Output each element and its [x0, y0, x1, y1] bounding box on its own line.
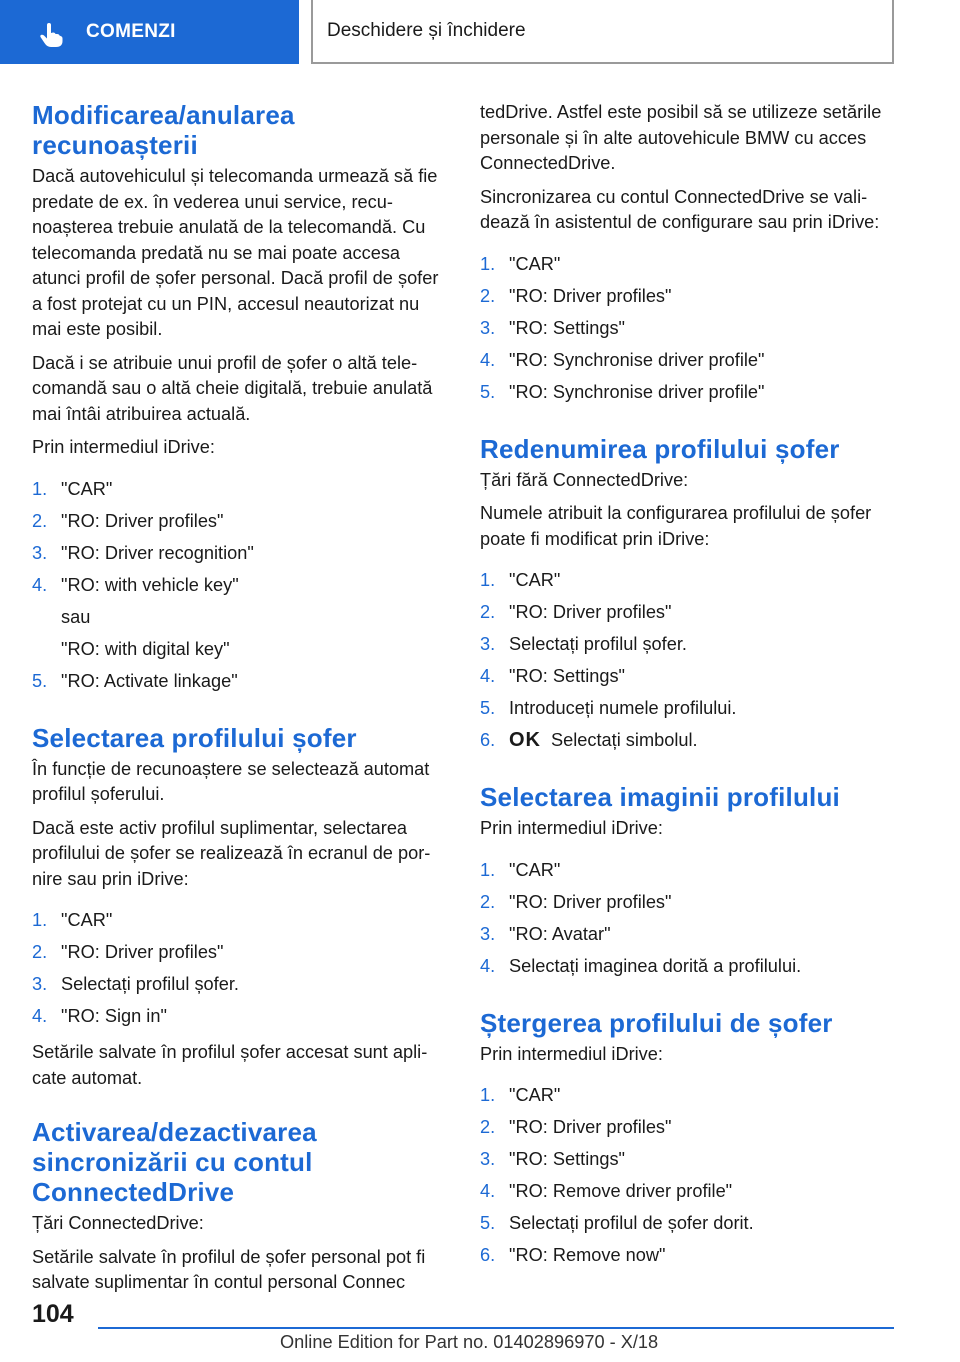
step-item: 4. Selectați imaginea dorită a profilului.	[480, 955, 802, 976]
section-title: Modificarea/anularea recunoașterii	[32, 100, 295, 160]
page-footer	[0, 1292, 960, 1362]
step-item: 3. Selectați profilul șofer.	[32, 974, 239, 994]
section-title: Activarea/dezactivarea sincronizării cu contul ConnectedDrive	[32, 1117, 317, 1207]
right-column	[480, 100, 898, 1279]
paragraph: Numele atribuit la configurarea profilului de șofer poate fi modificat prin iDrive:	[480, 503, 872, 549]
edition-text: Online Edition for Part no. 01402896970 - X/18	[280, 1332, 659, 1352]
step-item: 1. "CAR"	[32, 910, 113, 930]
step-item: 1. "CAR"	[480, 859, 561, 880]
step-item: 3. "RO: Avatar"	[480, 923, 611, 944]
step-item: 3. Selectați profilul șofer.	[480, 634, 687, 654]
chapter-tab[interactable]	[0, 0, 299, 64]
step-item: 6. OK Selectați simbolul.	[480, 724, 898, 756]
step-alternative-or: sau	[61, 606, 91, 627]
step-item: 4. "RO: Sign in"	[32, 1006, 167, 1026]
paragraph: În funcție de recunoaștere se selectează automat profilul șoferului.	[32, 758, 430, 804]
paragraph: Țări ConnectedDrive:	[32, 1213, 204, 1233]
step-item: 6. "RO: Remove now"	[480, 1245, 666, 1265]
step-item: 2. "RO: Driver profiles"	[480, 602, 672, 622]
step-list	[480, 248, 898, 408]
step-item: 2. "RO: Driver profiles"	[480, 285, 672, 306]
step-list	[32, 473, 450, 697]
section-tab[interactable]	[311, 0, 894, 64]
paragraph: Setările salvate în profilul de șofer personal pot fi salvate suplimentar în contul personal Connec	[32, 1246, 426, 1292]
step-alternative: "RO: with digital key"	[61, 638, 230, 659]
step-item: 1. "CAR"	[480, 570, 561, 590]
step-item: 5. "RO: Synchronise driver profile"	[480, 381, 765, 402]
ok-symbol-icon: OK	[509, 729, 541, 751]
step-item: 5. Introduceți numele profilului.	[480, 698, 737, 718]
step-list	[480, 854, 898, 982]
step-item: 3. "RO: Driver recognition"	[32, 542, 254, 563]
chapter-tab-label: COMENZI	[86, 21, 176, 42]
paragraph: Dacă autovehiculul și telecomanda urmează să fie predate de ex. în vederea unui service, recunoașterea trebuie anulată de la telecomandă. Cu telecomanda predată nu se mai poate accesa atunci profil de șofer personal. Dacă profil de șofer a fost protejat cu un PIN, accesul neautorizat nu mai este posibil.	[32, 166, 439, 339]
step-list	[480, 564, 898, 756]
paragraph: Prin intermediul iDrive:	[32, 437, 215, 457]
step-item: 5. Selectați profilul de șofer dorit.	[480, 1213, 754, 1233]
step-item: 1. "CAR"	[32, 478, 113, 499]
step-item: 2. "RO: Driver profiles"	[480, 891, 672, 912]
section-title: Selectarea profilului șofer	[32, 722, 357, 753]
step-item: 4. "RO: Settings"	[480, 666, 626, 686]
page-number: 104	[32, 1300, 74, 1328]
step-list	[32, 904, 450, 1032]
step-item: 2. "RO: Driver profiles"	[32, 942, 224, 962]
paragraph: Sincronizarea cu contul ConnectedDrive se validează în asistentul de configurare sau prin iDrive:	[480, 186, 880, 232]
section-tab-label: Deschidere și închidere	[327, 20, 526, 41]
page-header	[0, 0, 960, 66]
section-title: Ștergerea profilului de șofer	[480, 1007, 833, 1038]
step-list	[480, 1079, 898, 1271]
step-item: 1. "CAR"	[480, 253, 561, 274]
step-item: 3. "RO: Settings"	[480, 1149, 626, 1169]
hand-pointer-icon	[38, 22, 64, 48]
section-title: Redenumirea profilului șofer	[480, 433, 840, 464]
step-item: 4. "RO: Synchronise driver profile"	[480, 349, 765, 370]
step-item: 5. "RO: Activate linkage"	[32, 670, 238, 691]
step-item: 1. "CAR"	[480, 1085, 561, 1105]
step-item: 2. "RO: Driver profiles"	[32, 510, 224, 531]
paragraph: Prin intermediul iDrive:	[480, 1043, 663, 1064]
left-column	[32, 100, 450, 1304]
step-item: 4. "RO: Remove driver profile"	[480, 1181, 733, 1201]
paragraph: Prin intermediul iDrive:	[480, 818, 663, 838]
paragraph: Setările salvate în profilul șofer accesat sunt aplicate automat.	[32, 1042, 428, 1088]
footer-divider	[98, 1327, 894, 1329]
step-item: 3. "RO: Settings"	[480, 317, 626, 338]
step-item: 2. "RO: Driver profiles"	[480, 1117, 672, 1137]
paragraph: Dacă i se atribuie unui profil de șofer o altă telecomandă sau o altă cheie digitală, trebuie anulată mai întâi atribuirea actuală.	[32, 352, 433, 424]
step-item: 4. "RO: with vehicle key"	[32, 574, 239, 595]
paragraph: Dacă este activ profilul suplimentar, selectarea profilului de șofer se realizează în ecranul de pornire sau prin iDrive:	[32, 817, 431, 889]
section-title: Selectarea imaginii profilului	[480, 782, 840, 812]
paragraph: Țări fără ConnectedDrive:	[480, 469, 689, 490]
paragraph: tedDrive. Astfel este posibil să se utilizeze setările personale și în alte autovehicule BMW cu acces ConnectedDrive.	[480, 102, 882, 173]
